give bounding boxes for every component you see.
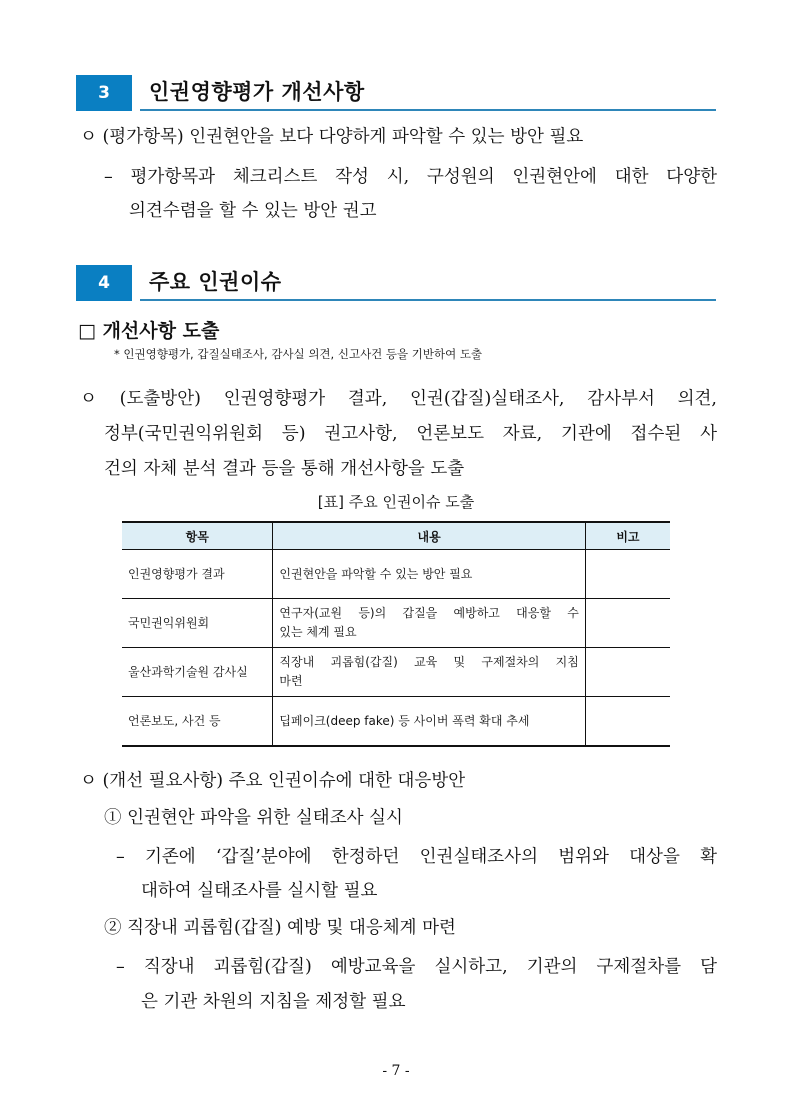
- improve-item-1-line-1: – 기존에 ‘갑질’분야에 한정하던 인권실태조사의 범위와 대상을 확: [116, 847, 717, 867]
- content-line: 딥페이크(deep fake) 등 사이버 폭력 확대 추세: [279, 713, 530, 728]
- table-row: [122, 550, 670, 599]
- table-row: [122, 599, 670, 648]
- improve-item-2-line-2: 은 기관 차원의 지침을 제정할 필요: [141, 992, 406, 1012]
- section-number-badge: 4: [76, 265, 132, 301]
- improve-item-2-title: ② 직장내 괴롭힘(갑질) 예방 및 대응체계 마련: [104, 918, 456, 938]
- column-header-note: 비고: [585, 522, 670, 550]
- method-line-3: 건의 자체 분석 결과 등을 통해 개선사항을 도출: [104, 459, 465, 479]
- content-line: 직장내 괴롭힘(갑질) 교육 및 구제절차의 지침: [279, 655, 579, 669]
- table-header-row: [122, 522, 670, 550]
- eval-bullet: ㅇ (평가항목) 인권현안을 보다 다양하게 파악할 수 있는 방안 필요: [80, 127, 584, 147]
- box-heading: □ 개선사항 도출: [78, 320, 220, 342]
- section-title: 인권영향평가 개선사항: [149, 80, 365, 104]
- note-cell: [585, 648, 670, 697]
- page-number: - 7 -: [382, 1063, 410, 1079]
- table-row: [122, 648, 670, 697]
- improve-item-1-title: ① 인권현안 파악을 위한 실태조사 실시: [104, 808, 403, 828]
- method-line-2: 정부(국민권익위원회 등) 권고사항, 언론보도 자료, 기관에 접수된 사: [104, 424, 717, 444]
- improve-bullet: ㅇ (개선 필요사항) 주요 인권이슈에 대한 대응방안: [80, 771, 466, 791]
- item-cell: 울산과학기술원 감사실: [122, 648, 273, 697]
- column-header-content: 내용: [273, 522, 585, 550]
- note-cell: [585, 550, 670, 599]
- table-row: [122, 697, 670, 747]
- section-3-header: [76, 75, 716, 111]
- footnote: * 인권영향평가, 갑질실태조사, 감사실 의견, 신고사건 등을 기반하여 도출: [114, 347, 483, 361]
- item-cell: 언론보도, 사건 등: [122, 697, 273, 747]
- section-4-header: [76, 265, 716, 301]
- content-line: 있는 체계 필요: [279, 625, 357, 639]
- eval-dash-line-1: – 평가항목과 체크리스트 작성 시, 구성원의 인권현안에 대한 다양한: [104, 167, 717, 187]
- content-cell: [273, 599, 585, 648]
- content-line: 연구자(교원 등)의 갑질을 예방하고 대응할 수: [279, 606, 579, 620]
- section-number-badge: 3: [76, 75, 132, 111]
- content-cell: [273, 648, 585, 697]
- issues-table: [122, 521, 670, 747]
- section-underline: [140, 299, 716, 301]
- content-cell: [273, 697, 585, 747]
- column-header-item: 항목: [122, 522, 273, 550]
- improve-item-2-line-1: – 직장내 괴롭힘(갑질) 예방교육을 실시하고, 기관의 구제절차를 담: [116, 957, 717, 977]
- method-line-1: ㅇ (도출방안) 인권영향평가 결과, 인권(갑질)실태조사, 감사부서 의견,: [80, 389, 717, 409]
- item-cell: 국민권익위원회: [122, 599, 273, 648]
- section-title: 주요 인권이슈: [149, 270, 282, 294]
- content-line: 인권현안을 파악할 수 있는 방안 필요: [279, 566, 473, 581]
- note-cell: [585, 697, 670, 747]
- content-line: 마련: [279, 674, 303, 688]
- item-cell: 인권영향평가 결과: [122, 550, 273, 599]
- eval-dash-line-2: 의견수렴을 할 수 있는 방안 권고: [129, 201, 377, 221]
- section-underline: [140, 109, 716, 111]
- note-cell: [585, 599, 670, 648]
- table-caption: [표] 주요 인권이슈 도출: [317, 493, 475, 511]
- content-cell: [273, 550, 585, 599]
- improve-item-1-line-2: 대하여 실태조사를 실시할 필요: [141, 881, 378, 901]
